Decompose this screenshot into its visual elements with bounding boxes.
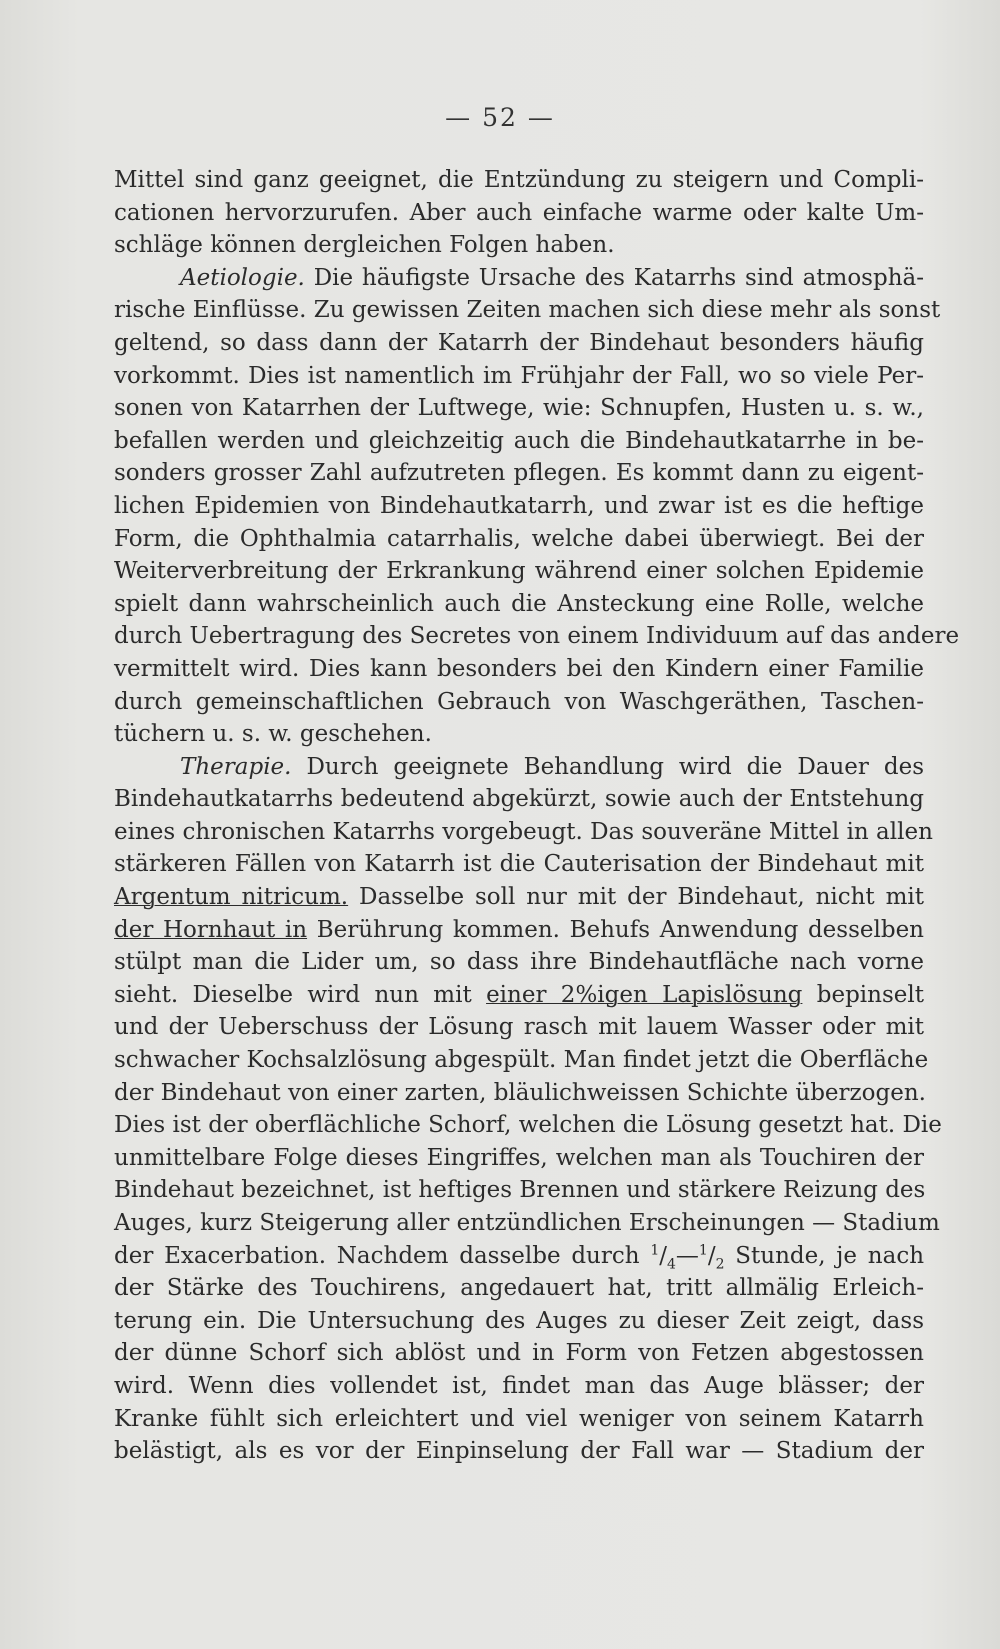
text-line: vermittelt wird. Dies kann besonders bei den Kindern einer Familie bbox=[114, 655, 924, 682]
text-line: schwacher Kochsalzlösung abgespült. Man findet jetzt die Oberfläche bbox=[114, 1047, 929, 1074]
text-line: spielt dann wahrscheinlich auch die Ansteckung eine Rolle, welche bbox=[114, 590, 924, 617]
text-line: eines chronischen Katarrhs vorgebeugt. Das souveräne Mittel in allen bbox=[114, 818, 933, 845]
text-line: Bindehaut bezeichnet, ist heftiges Brennen und stärkere Reizung des bbox=[114, 1177, 926, 1204]
text-line: der dünne Schorf sich ablöst und in Form von Fetzen abgestossen bbox=[114, 1340, 924, 1367]
text-line: rische Einflüsse. Zu gewissen Zeiten machen sich diese mehr als sonst bbox=[114, 297, 941, 324]
section-heading-therapie: Therapie. bbox=[180, 753, 292, 780]
underlined-hornhaut: der Hornhaut in bbox=[114, 916, 308, 943]
text-line: schläge können dergleichen Folgen haben. bbox=[114, 232, 615, 259]
text-line: cationen hervorzurufen. Aber auch einfache warme oder kalte Um- bbox=[114, 199, 924, 226]
text-line: terung ein. Die Untersuchung des Auges zu dieser Zeit zeigt, dass bbox=[114, 1307, 924, 1334]
text-line: Kranke fühlt sich erleichtert und viel weniger von seinem Katarrh bbox=[114, 1405, 924, 1432]
text-line: Bindehautkatarrhs bedeutend abgekürzt, sowie auch der Entstehung bbox=[114, 786, 924, 813]
text-line: befallen werden und gleichzeitig auch die Bindehautkatarrhe in be- bbox=[114, 427, 924, 454]
body-text bbox=[114, 164, 960, 1468]
text-line: tüchern u. s. w. geschehen. bbox=[114, 721, 432, 748]
text-line: Form, die Ophthalmia catarrhalis, welche dabei überwiegt. Bei der bbox=[114, 525, 924, 552]
text-line: durch Uebertragung des Secretes von einem Individuum auf das andere bbox=[114, 623, 960, 650]
text-line: Therapie. Durch geeignete Behandlung wird die Dauer des bbox=[180, 753, 924, 780]
text-line: sieht. Dieselbe wird nun mit einer 2%igen Lapislösung bepinselt bbox=[114, 981, 924, 1008]
text-line: sonders grosser Zahl aufzutreten pflegen. Es kommt dann zu eigent- bbox=[114, 460, 924, 487]
text-line: der Bindehaut von einer zarten, bläulichweissen Schichte überzogen. bbox=[114, 1079, 926, 1106]
text-line: der Stärke des Touchirens, angedauert hat, tritt allmälig Erleich- bbox=[114, 1275, 924, 1302]
text-line: wird. Wenn dies vollendet ist, findet man das Auge blässer; der bbox=[114, 1372, 924, 1399]
text-line: Argentum nitricum. Dasselbe soll nur mit der Bindehaut, nicht mit bbox=[114, 884, 924, 911]
text-line: Dies ist der oberflächliche Schorf, welchen die Lösung gesetzt hat. Die bbox=[114, 1112, 942, 1139]
text-line: und der Ueberschuss der Lösung rasch mit lauem Wasser oder mit bbox=[114, 1014, 924, 1041]
section-heading-aetiologie: Aetiologie. bbox=[180, 264, 305, 291]
text-line: Aetiologie. Die häufigste Ursache des Katarrhs sind atmosphä- bbox=[180, 264, 925, 291]
text-line: Auges, kurz Steigerung aller entzündlichen Erscheinungen — Stadium bbox=[114, 1210, 940, 1236]
text-line: der Exacerbation. Nachdem dasselbe durch $^1/_4—^1/_2$ Stunde, je nach bbox=[114, 1241, 925, 1273]
text-line: geltend, so dass dann der Katarrh der Bindehaut besonders häufig bbox=[114, 329, 924, 356]
text-line: Weiterverbreitung der Erkrankung während einer solchen Epidemie bbox=[114, 558, 924, 585]
text-line: stülpt man die Lider um, so dass ihre Bindehautfläche nach vorne bbox=[114, 949, 924, 976]
underlined-lapisloesung: einer 2%igen Lapislösung bbox=[486, 981, 803, 1008]
text-line: vorkommt. Dies ist namentlich im Frühjahr der Fall, wo so viele Per- bbox=[114, 362, 924, 389]
text-line: Mittel sind ganz geeignet, die Entzündung zu steigern und Compli- bbox=[114, 167, 924, 193]
page-number: — 52 — bbox=[445, 103, 555, 132]
text-line: durch gemeinschaftlichen Gebrauch von Waschgeräthen, Taschen- bbox=[114, 688, 924, 715]
text-line: sonen von Katarrhen der Luftwege, wie: Schnupfen, Husten u. s. w., bbox=[114, 395, 924, 422]
underlined-argentum: Argentum nitricum. bbox=[114, 884, 349, 911]
fraction-duration: $^1/_4—^1/_2$ bbox=[650, 1241, 725, 1273]
text-line: der Hornhaut in Berührung kommen. Behufs Anwendung desselben bbox=[114, 916, 924, 943]
text-line: stärkeren Fällen von Katarrh ist die Cauterisation der Bindehaut mit bbox=[114, 851, 924, 878]
text-line: belästigt, als es vor der Einpinselung der Fall war — Stadium der bbox=[114, 1438, 924, 1465]
text-line: unmittelbare Folge dieses Eingriffes, welchen man als Touchiren der bbox=[114, 1144, 924, 1171]
text-line: lichen Epidemien von Bindehautkatarrh, und zwar ist es die heftige bbox=[114, 492, 924, 519]
